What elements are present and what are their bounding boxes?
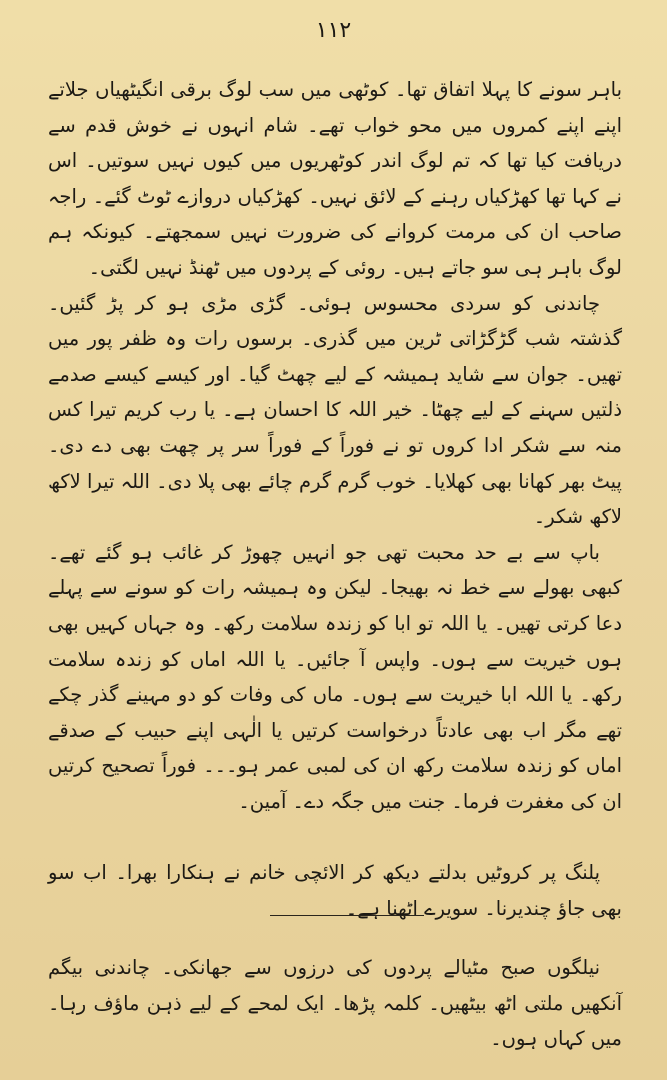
paragraph-4: پلنگ پر کروٹیں بدلتے دیکھ کر الائچی خانم نے ہنکارا بھرا۔ اب سو بھی جاؤ چندیرنا۔ سویرے اٹھنا ہے۔ [48, 861, 622, 921]
paragraph-3: باپ سے بے حد محبت تھی جو انہیں چھوڑ کر غائب ہو گئے تھے۔ کبھی بھولے سے خط نہ بھیجا۔ لیکن وہ ہمیشہ رات کو سونے سے پہلے دعا کرتی تھیں۔ یا اللہ تو ابا کو زندہ سلامت رکھ۔ وہ جہاں کہیں بھی ہوں خیریت سے ہوں۔ واپس آ جائیں۔ یا اللہ اماں کو زندہ سلامت رکھ۔ یا اللہ ابا خیریت سے ہوں۔ ماں کی وفات کو دو مہینے گذر چکے تھے مگر اب بھی عادتاً درخواست کرتیں یا الٰہی اپنے حبیب کے صدقے اماں کو زندہ سلامت رکھ ان کی لمبی عمر ہو۔۔۔ فوراً تصحیح کرتیں ان کی مغفرت فرما۔ جنت میں جگہ دے۔ آمین۔ [48, 540, 622, 813]
second-section-text [48, 950, 622, 1057]
page-number: ۱۱۲ [315, 18, 352, 43]
main-text-block [48, 72, 622, 927]
paragraph-5: نیلگوں صبح مٹیالے پردوں کی درزوں سے جھانکی۔ چاندنی بیگم آنکھیں ملتی اٹھ بیٹھیں۔ کلمہ پڑھا۔ ایک لمحے کے لیے ذہن ماؤف رہا۔ میں کہاں ہوں۔ [48, 956, 622, 1051]
paragraph-2: چاندنی کو سردی محسوس ہوئی۔ گڑی مڑی ہو کر پڑ گئیں۔ گذشتہ شب گڑگڑاتی ٹرین میں گذری۔ برسوں رات وہ ظفر پور میں تھیں۔ جوان سے شاید ہمیشہ کے لیے چھٹ گیا۔ اور کیسے کیسے صدمے ذلتیں سہنے کے لیے چھٹا۔ خیر اللہ کا احسان ہے۔ یا رب کریم تیرا کس منہ سے شکر ادا کروں تو نے فوراً کے فوراً سر پر چھت بھی دے دی۔ پیٹ بھر کھانا بھی کھلایا۔ خوب گرم گرم چائے بھی پلا دی۔ اللہ تیرا لاکھ لاکھ شکر۔ [48, 291, 622, 529]
paragraph-1: باہر سونے کا پہلا اتفاق تھا۔ کوٹھی میں سب لوگ برقی انگیٹھیاں جلاتے اپنے اپنے کمروں میں محو خواب تھے۔ شام انہوں نے خوش قدم سے دریافت کیا تھا کہ تم لوگ اندر کوٹھریوں میں کیوں نہیں سوتیں۔ اس نے کہا تھا کھڑکیاں رہنے کے لائق نہیں۔ کھڑکیاں دروازے ٹوٹ گئے۔ راجہ صاحب ان کی مرمت کروانے کی ضرورت نہیں سمجھتے۔ کیونکہ ہم لوگ باہر ہی سو جاتے ہیں۔ روئی کے پردوں میں ٹھنڈ نہیں لگتی۔ [48, 78, 622, 279]
section-divider [270, 915, 424, 916]
